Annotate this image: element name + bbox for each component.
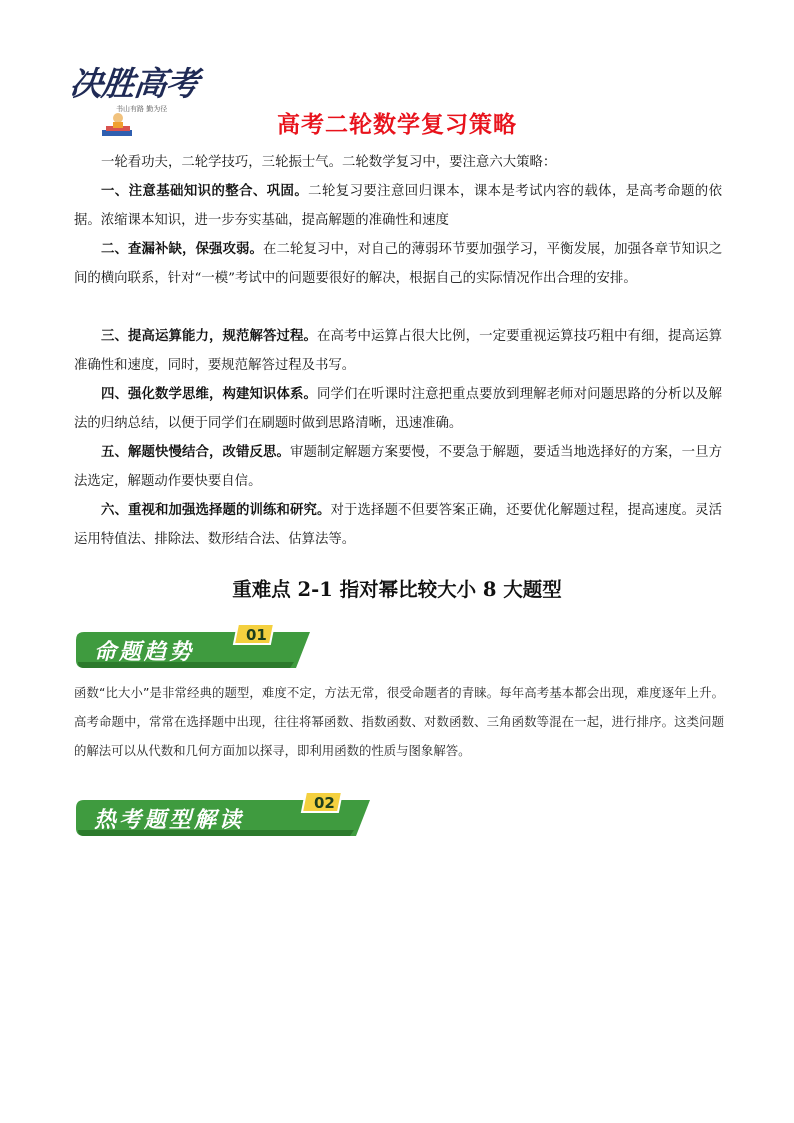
section-1-text: 函数“比大小”是非常经典的题型，难度不定，方法无常，很受命题者的青睐。每年高考基本都会出现，难度逐年上升。高考命题中，常常在选择题中出现，往往将幂函数、指数函数、对数函数、三角函数等混在一起，进行排序。这类问题的解法可以从代数和几何方面加以探寻，即利用函数的性质与图象解答。 [74, 685, 724, 758]
logo-text: 决胜高考 [67, 64, 200, 103]
banner-2-label: 热考题型解读 [94, 807, 245, 833]
strategy-5 [74, 438, 722, 496]
strategy-2-body: 在二轮复习中，对自己的薄弱环节要加强学习，平衡发展，加强各章节知识之间的横向联系，针对“一模”考试中的问题要很好的解决，根据自己的实际情况作出合理的安排。 [74, 242, 722, 286]
banner-1-label: 命题趋势 [94, 639, 195, 665]
strategy-6-head: 六、重视和加强选择题的训练和研究。 [101, 502, 331, 518]
strategy-4-body: 同学们在听课时注意把重点要放到理解老师对问题思路的分析以及解法的归纳总结，以便于同学们在刷题时做到思路清晰，迅速准确。 [74, 387, 723, 431]
strategy-5-body: 审题制定解题方案要慢，不要急于解题，要适当地选择好的方案，一旦方法选定，解题动作要快要自信。 [74, 445, 723, 489]
intro-paragraph: 一轮看功夫，二轮学技巧，三轮振士气。二轮数学复习中，要注意六大策略： [101, 155, 557, 170]
banner-1-number: 01 [246, 626, 267, 644]
section-banner-1 [74, 622, 314, 670]
strategy-2-head: 二、查漏补缺，保强攻弱。 [101, 241, 264, 257]
strategy-1 [74, 177, 722, 235]
strategy-3-head: 三、提高运算能力，规范解答过程。 [101, 328, 318, 344]
strategy-4-head: 四、强化数学思维，构建知识体系。 [101, 386, 318, 402]
strategy-5-head: 五、解题快慢结合，改错反思。 [101, 444, 291, 460]
section-banner-2 [74, 790, 374, 838]
strategy-1-body: 二轮复习要注意回归课本，课本是考试内容的载体，是高考命题的依据。浓缩课本知识，进一步夯实基础，提高解题的准确性和速度 [74, 184, 722, 228]
strategy-6-body: 对于选择题不但要答案正确，还要优化解题过程，提高速度。灵活运用特值法、排除法、数形结合法、估算法等。 [74, 503, 723, 547]
strategy-6 [74, 496, 722, 554]
banner-2-number: 02 [314, 794, 335, 812]
page-title: 高考二轮数学复习策略 [277, 112, 517, 138]
section-subtitle: 重难点 2-1 指对幂比较大小 8 大题型 [232, 578, 562, 601]
strategy-3-body: 在高考中运算占很大比例，一定要重视运算技巧粗中有细，提高运算准确性和速度，同时，要规范解答过程及书写。 [74, 329, 723, 373]
logo-tagline: 书山有路 勤为径 [116, 105, 168, 113]
strategy-1-head: 一、注意基础知识的整合、巩固。 [101, 183, 309, 199]
strategy-4 [74, 380, 722, 438]
strategy-2 [74, 235, 722, 293]
strategy-3 [74, 322, 722, 380]
